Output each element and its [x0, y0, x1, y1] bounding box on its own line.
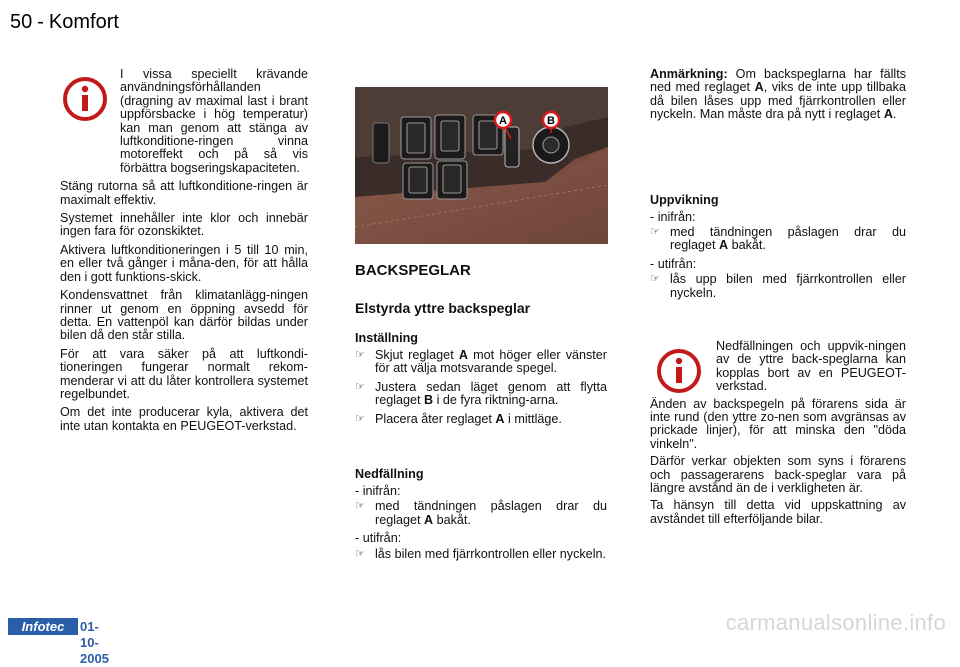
climate-lead-paragraph: I vissa speciellt krävande användningsförhållanden (dragning av maximal last i brant uppförsbacke i hög temperatur) kan man genom att stänga av luftkonditione-ringen vinna motoreffekt och på så vis förbättra bogseringskapaciteten.	[120, 67, 308, 175]
installning-step: ☞ Justera sedan läget genom att flytta reglaget B i de fyra riktning-arna.	[355, 379, 607, 408]
dash-item: - utifrån:	[355, 531, 402, 546]
pointing-hand-icon: ☞	[355, 349, 365, 361]
climate-paragraph: Systemet innehåller inte klor och innebär ingen fara för ozonskiktet.	[60, 211, 308, 239]
section-title: BACKSPEGLAR	[355, 262, 471, 279]
note-lead: Nedfällningen och uppvik-ningen av de yttre back-speglarna kan kopplas bort av en PEUGEOT-verkstad.	[716, 339, 906, 394]
header-separator: -	[37, 11, 44, 33]
climate-paragraph: Kondensvattnet från klimatanlägg-ningen rinner ut genom en öppning avsedd för detta. En vattenpöl kan därför bildas under bilen då den står stilla.	[60, 288, 308, 343]
installning-step: ☞ Skjut reglaget A mot höger eller vänster för att välja motsvarande spegel.	[355, 348, 607, 376]
nedfallning-title: Nedfällning	[355, 467, 424, 482]
label-b: B	[547, 115, 555, 127]
uppvikning-step: ☞ lås upp bilen med fjärrkontrollen eller nyckeln.	[650, 272, 906, 300]
subsection-title: Elstyrda yttre backspeglar	[355, 300, 531, 316]
dash-item: - inifrån:	[650, 209, 696, 224]
infotec-logo: Infotec	[8, 618, 78, 635]
uppvikning-title: Uppvikning	[650, 192, 719, 207]
climate-paragraph: Om det inte producerar kyla, aktivera det inte utan kontakta en PEUGEOT-verkstad.	[60, 405, 308, 433]
page-number: 50	[10, 11, 33, 33]
page-header	[10, 10, 119, 34]
section-name: Komfort	[48, 11, 119, 33]
remark-label: Anmärkning:	[650, 67, 728, 81]
climate-paragraph: För att vara säker på att luftkondi-tioneringen fungerar normalt rekom-menderar vi att du låter kontrollera systemet regelbundet.	[60, 346, 308, 401]
installning-step: ☞ Placera åter reglaget A i mittläge.	[355, 411, 562, 426]
remark-paragraph: Anmärkning: Om backspeglarna har fällts ned med reglaget A, viks de inte upp tillbaka då bilen låses upp med fjärrkontrollen eller nyckeln. Man måste dra på nytt i reglaget A.	[650, 67, 906, 122]
note-paragraph: Därför verkar objekten som syns i förarens och passagerarens back-speglar vara på längre avstånd än de i verkligheten är.	[650, 454, 906, 496]
mirror-control-photo	[355, 87, 608, 244]
watermark: carmanualsonline.info	[725, 610, 946, 635]
pointing-hand-icon: ☞	[355, 380, 365, 393]
mirror-info-note	[650, 340, 906, 526]
nedfallning-step: ☞ lås bilen med fjärrkontrollen eller nyckeln.	[355, 546, 606, 561]
dash-item: - inifrån:	[355, 484, 401, 499]
installning-title: Inställning	[355, 331, 418, 345]
nedfallning-step: ☞ med tändningen påslagen drar du reglaget A bakåt.	[355, 499, 607, 527]
pointing-hand-icon: ☞	[650, 226, 660, 239]
label-a: A	[499, 115, 507, 127]
pointing-hand-icon: ☞	[650, 273, 660, 286]
note-paragraph: Änden av backspegeln på förarens sida är inte rund (den yttre zo-nen som avgränsas av prickade linjer), för att minska den "döda vinkeln".	[650, 396, 906, 451]
pointing-hand-icon: ☞	[355, 547, 365, 560]
pointing-hand-icon: ☞	[355, 500, 365, 513]
column-mirrors	[355, 262, 607, 566]
column-climate-notes	[60, 68, 308, 438]
note-paragraph: Ta hänsyn till detta vid uppskattning av avståndet till efterföljande bilar.	[650, 498, 906, 526]
pointing-hand-icon: ☞	[355, 412, 365, 425]
dash-item: - utifrån:	[650, 256, 697, 271]
uppvikning-step: ☞ med tändningen påslagen drar du reglaget A bakåt.	[650, 225, 906, 253]
footer-date: 01-10-2005	[80, 619, 109, 666]
climate-paragraph: Aktivera luftkonditioneringen i 5 till 10 min, en eller två gånger i måna-den, för att hålla den i gott funktions-skick.	[60, 242, 308, 284]
door-panel-illustration	[355, 87, 608, 244]
climate-paragraph: Stäng rutorna så att luftkonditione-ringen är maximalt effektiv.	[60, 179, 308, 207]
column-mirror-notes	[650, 68, 906, 305]
